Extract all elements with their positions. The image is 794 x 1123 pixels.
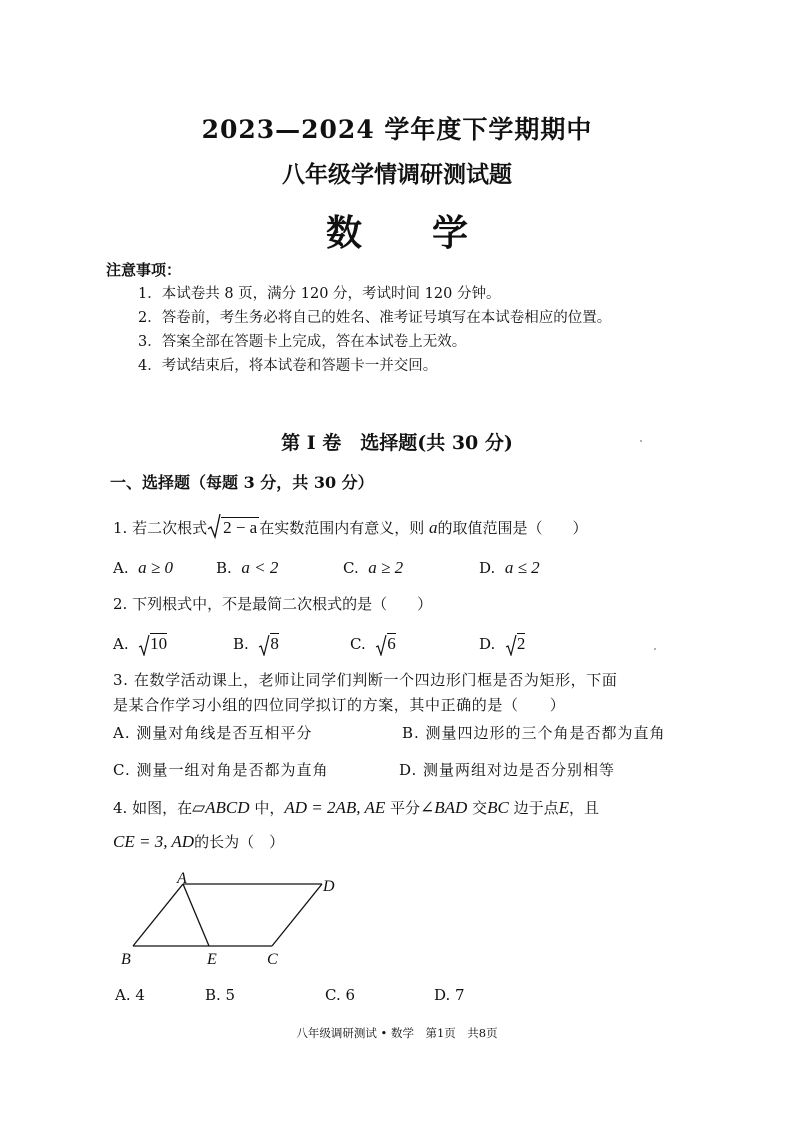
q4-option-b: B. 5 [205, 986, 236, 1004]
radical-sign-icon [258, 634, 270, 656]
notice-item: 3．答案全部在答题卡上完成，答在本试卷上无效。 [138, 334, 467, 350]
part-title: 第 I 卷 选择题(共 30 分) [281, 432, 513, 454]
q1-stem-post: 在实数范围内有意义，则 [259, 519, 425, 537]
question-4-line2: CE = 3, AD的长为（ ） [113, 832, 285, 851]
q4-option-d: D. 7 [434, 986, 465, 1004]
radical-sign-icon [207, 513, 221, 539]
exam-title-year: 2023—2024 学年度下学期期中 [201, 115, 593, 144]
q1-option-c: C. a ≥ 2 [343, 558, 404, 577]
side-ab [133, 884, 183, 946]
q1-option-b: B. a < 2 [216, 558, 279, 577]
q2-option-b: B. 8 [233, 634, 279, 656]
parallelogram-symbol: ▱ABCD [192, 798, 250, 817]
q1-stem-pre: 1. 若二次根式 [113, 519, 208, 537]
notice-item: 1．本试卷共 8 页，满分 120 分，考试时间 120 分钟。 [138, 286, 501, 302]
q1-option-a: A. a ≥ 0 [113, 558, 173, 577]
question-3-line1: 3. 在数学活动课上，老师让同学们判断一个四边形门框是否为矩形，下面 [113, 671, 618, 689]
point-label-a: A [177, 870, 187, 887]
q1-var: a [429, 518, 438, 537]
question-2-stem: 2. 下列根式中，不是最简二次根式的是（ ） [113, 595, 433, 613]
notice-item: 4．考试结束后，将本试卷和答题卡一并交回。 [138, 358, 438, 374]
q1-option-d: D. a ≤ 2 [479, 558, 540, 577]
point-label-e: E [207, 951, 217, 968]
notice-heading: 注意事项： [106, 261, 182, 279]
radical-sign-icon [505, 634, 517, 656]
segment-ae [183, 884, 209, 946]
question-3-line2: 是某合作学习小组的四位同学拟订的方案，其中正确的是（ ） [113, 696, 566, 714]
point-label-d: D [323, 878, 335, 895]
q4-option-a: A. 4 [115, 986, 145, 1004]
radical-sign-icon [375, 634, 387, 656]
q2-option-a: A. 10 [113, 634, 167, 656]
point-label-b: B [121, 951, 131, 968]
section-title: 一、选择题（每题 3 分，共 30 分） [110, 473, 374, 492]
q3-option-a: A. 测量对角线是否互相平分 [113, 724, 313, 742]
q1-stem-end: 的取值范围是（ ） [437, 519, 588, 537]
scan-speck [640, 440, 642, 442]
side-cd [272, 884, 322, 946]
q2-option-c: C. 6 [350, 634, 396, 656]
q3-option-c: C. 测量一组对角是否都为直角 [113, 761, 329, 779]
exam-subject: 数学 [325, 212, 538, 254]
point-label-c: C [267, 951, 278, 968]
page-footer: 八年级调研测试 • 数学 第1页 共8页 [296, 1026, 498, 1040]
question-1-stem [113, 517, 588, 539]
question-4-line1: 4. 如图，在▱ABCD 中，AD = 2AB, AE 平分∠BAD 交BC 边于点E，且 [113, 798, 599, 817]
scan-speck [654, 648, 656, 650]
q2-option-d: D. 2 [479, 634, 525, 656]
radical-sign-icon [138, 634, 150, 656]
q3-option-b: B. 测量四边形的三个角是否都为直角 [402, 724, 666, 742]
exam-title-grade: 八年级学情调研测试题 [282, 161, 512, 188]
notice-item: 2．答卷前，考生务必将自己的姓名、准考证号填写在本试卷相应的位置。 [138, 310, 612, 326]
q4-option-c: C. 6 [325, 986, 356, 1004]
q1-radicand: 2 − a [223, 518, 258, 537]
q3-option-d: D. 测量两组对边是否分别相等 [399, 761, 616, 779]
parallelogram-figure [115, 868, 345, 972]
